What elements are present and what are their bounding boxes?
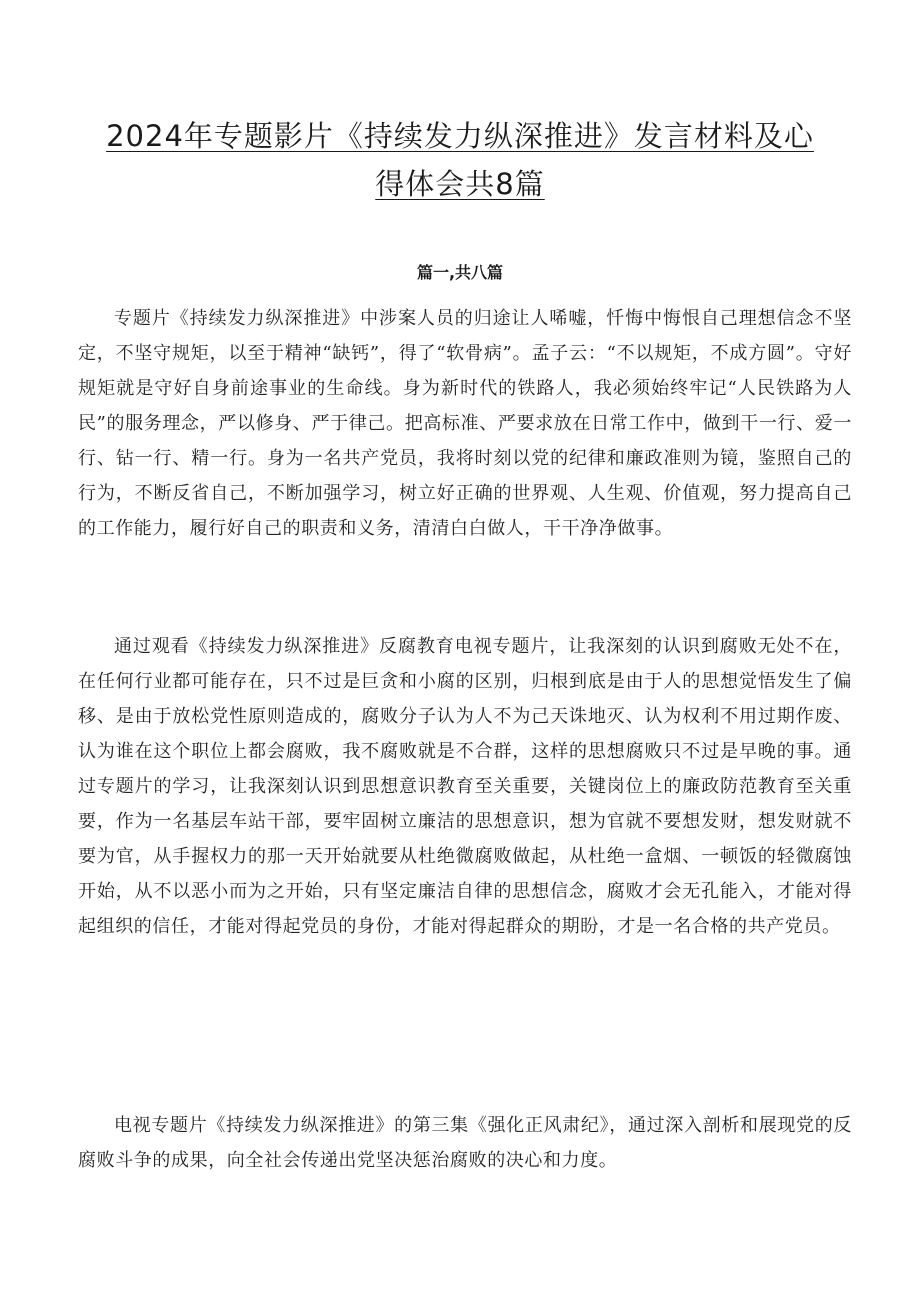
document-title-line-2: 得体会共8篇 [375, 167, 545, 201]
body-paragraph-3: 电视专题片《持续发力纵深推进》的第三集《强化正风肃纪》，通过深入剖析和展现党的反腐败斗争的成果，向全社会传递出党坚决惩治腐败的决心和力度。 [78, 1115, 852, 1171]
document-title [80, 112, 840, 208]
document-title-line-1: 2024年专题影片《持续发力纵深推进》发言材料及心 [106, 119, 814, 153]
section-heading: 篇一,共八篇 [416, 263, 504, 282]
body-paragraph-1: 专题片《持续发力纵深推进》中涉案人员的归途让人唏嘘，忏悔中悔恨自己理想信念不坚定，不坚守规矩，以至于精神“缺钙”，得了“软骨病”。孟子云：“不以规矩，不成方圆”。守好规矩就是守好自身前途事业的生命线。身为新时代的铁路人，我必须始终牢记“人民铁路为人民”的服务理念，严以修身、严于律己。把高标准、严要求放在日常工作中，做到干一行、爱一行、钻一行、精一行。身为一名共产党员，我将时刻以党的纪律和廉政准则为镜，鉴照自己的行为，不断反省自己，不断加强学习，树立好正确的世界观、人生观、价值观，努力提高自己的工作能力，履行好自己的职责和义务，清清白白做人，干干净净做事。 [78, 308, 852, 539]
body-paragraph-2: 通过观看《持续发力纵深推进》反腐教育电视专题片，让我深刻的认识到腐败无处不在，在任何行业都可能存在，只不过是巨贪和小腐的区别，归根到底是由于人的思想觉悟发生了偏移、是由于放松党性原则造成的，腐败分子认为人不为己天诛地灭、认为权利不用过期作废、认为谁在这个职位上都会腐败，我不腐败就是不合群，这样的思想腐败只不过是早晚的事。通过专题片的学习，让我深刻认识到思想意识教育至关重要，关键岗位上的廉政防范教育至关重要，作为一名基层车站干部，要牢固树立廉洁的思想意识，想为官就不要想发财，想发财就不要为官，从手握权力的那一天开始就要从杜绝微腐败做起，从杜绝一盒烟、一顿饭的轻微腐蚀开始，从不以恶小而为之开始，只有坚定廉洁自律的思想信念，腐败才会无孔能入，才能对得起组织的信任，才能对得起党员的身份，才能对得起群众的期盼，才是一名合格的共产党员。 [78, 636, 852, 937]
